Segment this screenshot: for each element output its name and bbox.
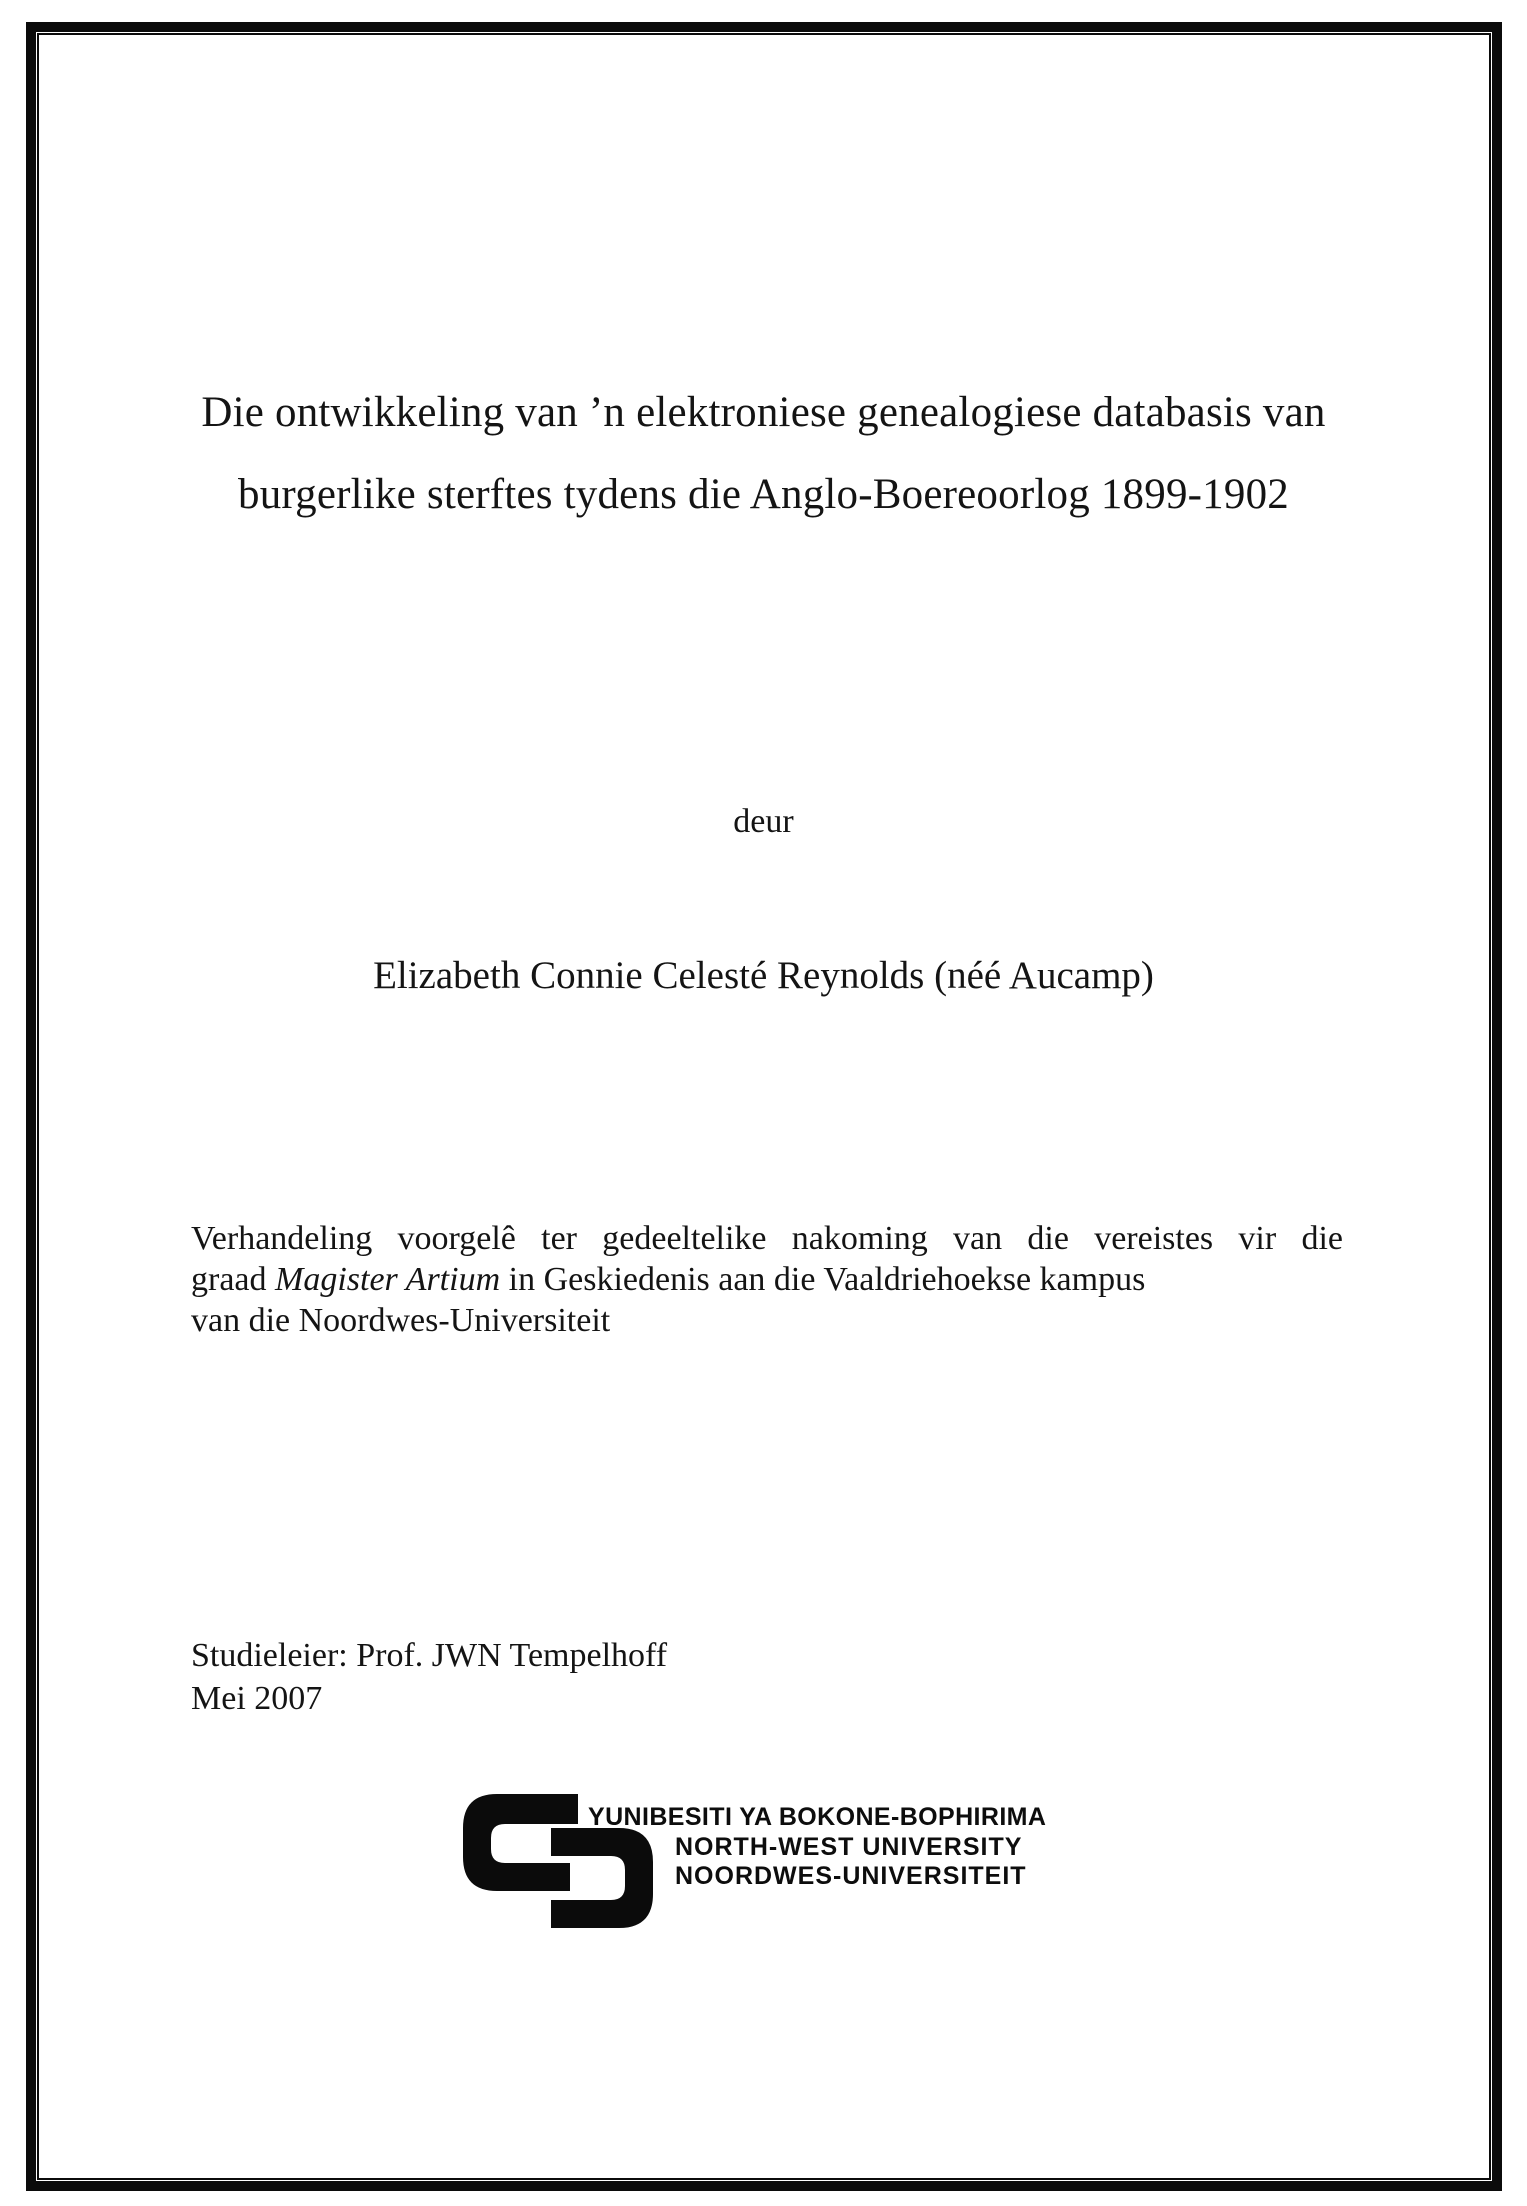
supervisor-block bbox=[191, 1634, 667, 1720]
thesis-statement-line-2 bbox=[191, 1259, 1343, 1300]
date-line: Mei 2007 bbox=[191, 1680, 323, 1717]
degree-prefix: graad bbox=[191, 1261, 276, 1298]
logo-text-line-1: YUNIBESITI YA BOKONE-BOPHIRIMA bbox=[588, 1803, 1047, 1831]
university-logo bbox=[463, 1794, 1063, 1934]
author-name: Elizabeth Connie Celesté Reynolds (néé Aucamp) bbox=[373, 954, 1154, 997]
degree-suffix: in Geskiedenis aan die Vaaldriehoekse kampus bbox=[500, 1261, 1146, 1298]
page-title bbox=[100, 372, 1427, 536]
supervisor-line: Studieleier: Prof. JWN Tempelhoff bbox=[191, 1637, 668, 1674]
thesis-statement-line-1: Verhandeling voorgelê ter gedeeltelike nakoming van die vereistes vir die bbox=[191, 1220, 1343, 1257]
page-title-line-2: burgerlike sterftes tydens die Anglo-Boereoorlog 1899-1902 bbox=[238, 471, 1289, 518]
thesis-statement-line-3: van die Noordwes-Universiteit bbox=[191, 1302, 611, 1339]
logo-text bbox=[588, 1803, 1046, 1892]
page-title-line-1: Die ontwikkeling van ’n elektroniese genealogiese databasis van bbox=[201, 389, 1326, 436]
logo-text-line-3: NOORDWES-UNIVERSITEIT bbox=[675, 1862, 1027, 1890]
thesis-statement bbox=[191, 1218, 1343, 1341]
logo-text-line-2: NORTH-WEST UNIVERSITY bbox=[675, 1832, 1023, 1861]
byline-label: deur bbox=[733, 803, 794, 840]
degree-name: Magister Artium bbox=[275, 1261, 501, 1298]
